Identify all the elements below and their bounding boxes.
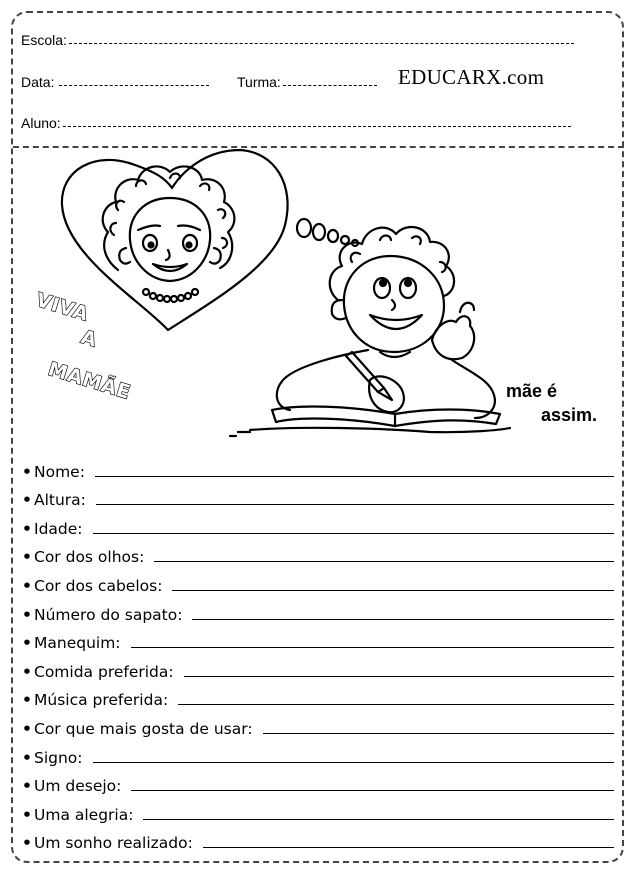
date-label: Data: xyxy=(21,74,55,90)
mother-necklace xyxy=(143,289,198,302)
bullet-icon: • xyxy=(22,491,32,510)
school-label: Escola: xyxy=(21,32,67,48)
bullet-icon: • xyxy=(22,834,32,853)
field-label: Signo: xyxy=(34,748,83,767)
field-label: Um sonho realizado: xyxy=(34,834,193,853)
field-label: Comida preferida: xyxy=(34,662,174,681)
field-label: Manequim: xyxy=(34,634,121,653)
bullet-icon: • xyxy=(22,691,32,710)
field-label: Altura: xyxy=(34,491,86,510)
field-label: Nome: xyxy=(34,462,85,481)
form-field[interactable] xyxy=(22,624,614,653)
bullet-icon: • xyxy=(22,548,32,567)
notebook xyxy=(272,407,500,426)
form-field[interactable] xyxy=(22,738,614,767)
field-label: Cor dos cabelos: xyxy=(34,576,163,595)
form-field[interactable] xyxy=(22,595,614,624)
field-label: Música preferida: xyxy=(34,691,169,710)
form-field[interactable] xyxy=(22,452,614,481)
form-field[interactable] xyxy=(22,481,614,510)
bullet-icon: • xyxy=(22,605,32,624)
boy-hand xyxy=(432,316,474,359)
slogan-a: A xyxy=(78,326,101,352)
answer-line[interactable] xyxy=(203,847,614,848)
field-label: Um desejo: xyxy=(34,777,122,796)
bullet-icon: • xyxy=(22,805,32,824)
answer-line[interactable] xyxy=(96,504,614,505)
field-label: Cor que mais gosta de usar: xyxy=(34,719,253,738)
field-label: Uma alegria: xyxy=(34,805,134,824)
answer-line[interactable] xyxy=(93,762,614,763)
bullet-icon: • xyxy=(22,777,32,796)
form-field[interactable] xyxy=(22,767,614,796)
brand-logo: EDUCARX.com xyxy=(398,65,545,89)
form-field[interactable] xyxy=(22,795,614,824)
pencil xyxy=(346,352,384,392)
bullet-icon: • xyxy=(22,634,32,653)
class-label: Turma: xyxy=(237,74,281,90)
answer-line[interactable] xyxy=(93,533,614,534)
bullet-icon: • xyxy=(22,462,32,481)
answer-line[interactable] xyxy=(172,590,614,591)
form-field[interactable] xyxy=(22,566,614,595)
answer-line[interactable] xyxy=(131,647,614,648)
answer-line[interactable] xyxy=(178,704,614,705)
mom-form xyxy=(22,452,614,852)
slogan-mamae: MAMÃE xyxy=(45,358,134,404)
form-field[interactable] xyxy=(22,681,614,710)
caption-line1: mãe é xyxy=(506,381,558,401)
caption-line2: assim. xyxy=(541,405,598,425)
form-field[interactable] xyxy=(22,652,614,681)
answer-line[interactable] xyxy=(143,819,614,820)
bullet-icon: • xyxy=(22,576,32,595)
answer-line[interactable] xyxy=(154,561,614,562)
student-label: Aluno: xyxy=(21,115,61,131)
bullet-icon: • xyxy=(22,748,32,767)
answer-line[interactable] xyxy=(192,619,614,620)
answer-line[interactable] xyxy=(95,476,614,477)
bullet-icon: • xyxy=(22,719,32,738)
form-field[interactable] xyxy=(22,538,614,567)
form-field[interactable] xyxy=(22,509,614,538)
field-label: Idade: xyxy=(34,519,83,538)
bullet-icon: • xyxy=(22,662,32,681)
answer-line[interactable] xyxy=(184,676,614,677)
form-field[interactable] xyxy=(22,709,614,738)
field-label: Cor dos olhos: xyxy=(34,548,145,567)
answer-line[interactable] xyxy=(263,733,614,734)
answer-line[interactable] xyxy=(131,790,614,791)
boy-body xyxy=(277,350,368,410)
bullet-icon: • xyxy=(22,519,32,538)
form-field[interactable] xyxy=(22,824,614,853)
mother-face xyxy=(130,198,210,281)
slogan-viva: VIVA xyxy=(33,289,92,326)
field-label: Número do sapato: xyxy=(34,605,183,624)
